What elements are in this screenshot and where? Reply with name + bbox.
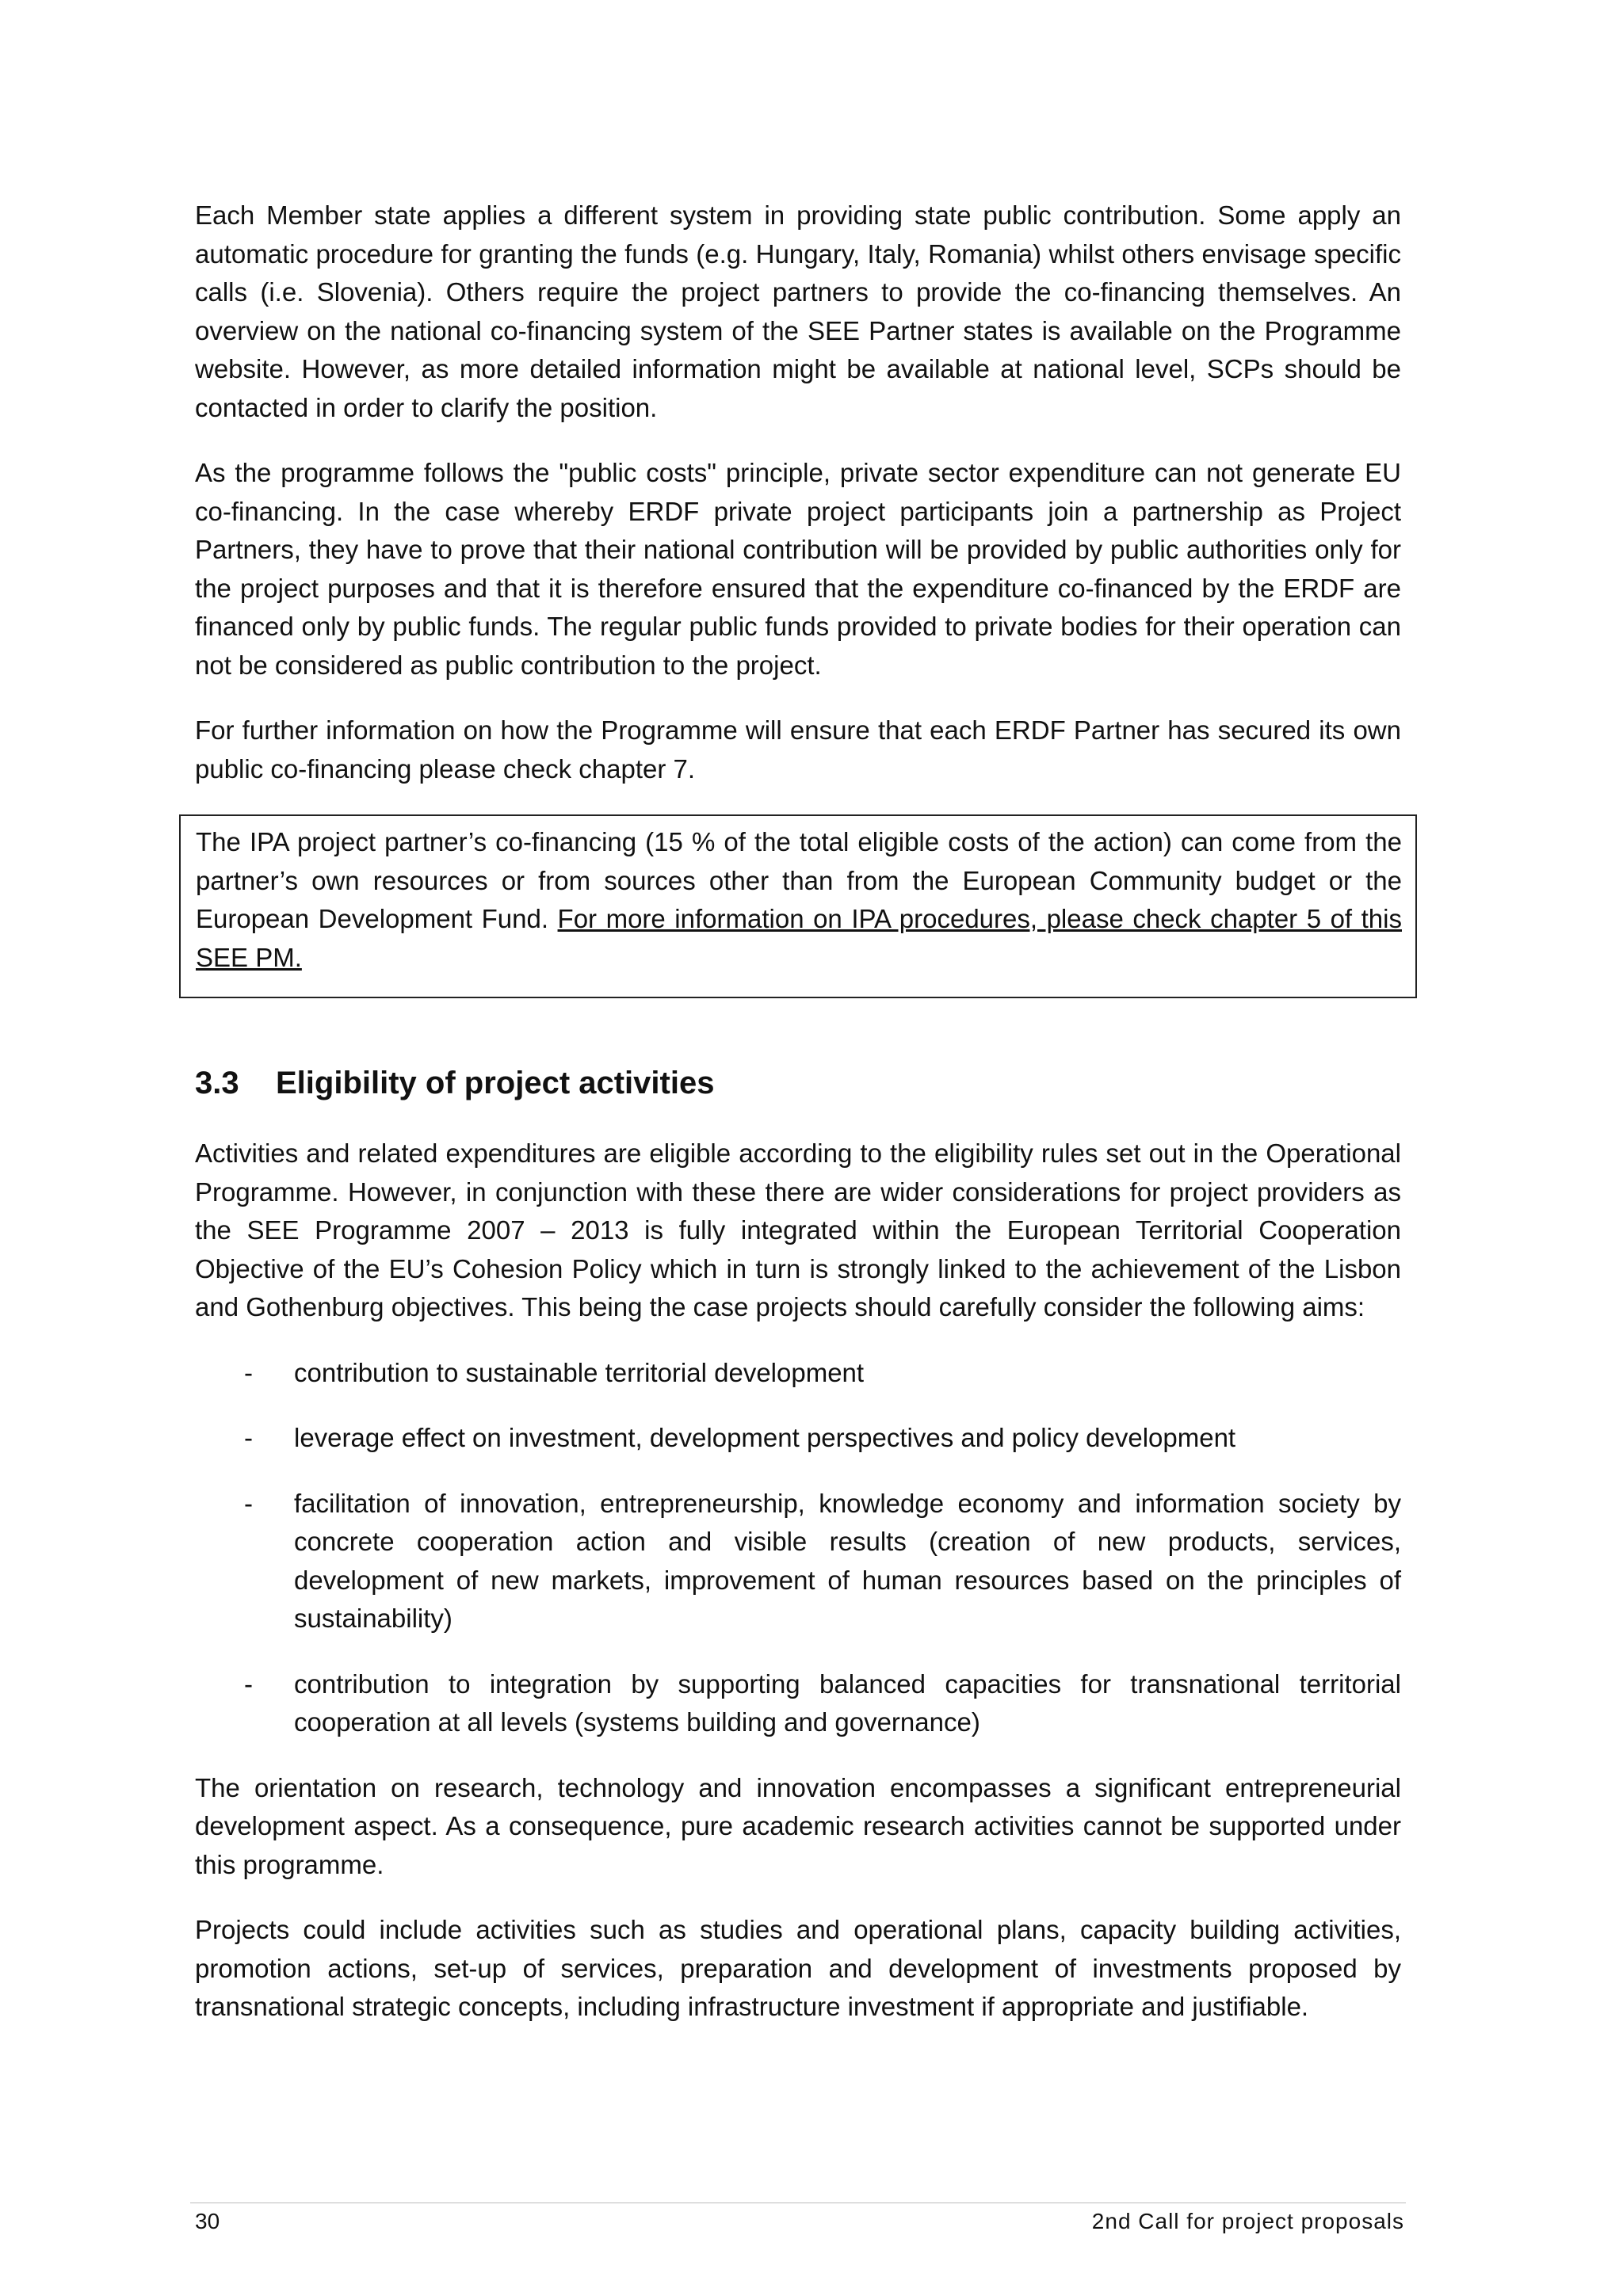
- paragraph-public-costs-principle: As the programme follows the "public costs" principle, private sector expenditure can not generate EU co-financing. In the case whereby ERDF private project participants join a partnership as Project Partners, they have to prove that their national contribution will be provided by public authorities only for the project purposes and that it is therefore ensured that the expenditure co-financed by the ERDF are financed only by public funds. The regular public funds provided to private bodies for their operation can not be considered as public contribution to the project.: [195, 458, 1401, 680]
- paragraph-further-information: For further information on how the Programme will ensure that each ERDF Partner has secured its own public co-financing please check chapter 7.: [195, 715, 1401, 784]
- section-body: [195, 1135, 1401, 2054]
- section-heading: [195, 1063, 714, 1103]
- section-intro-paragraph: Activities and related expenditures are eligible according to the eligibility rules set out in the Operational Programme. However, in conjunction with these there are wider considerations for project providers as the SEE Programme 2007 – 2013 is fully integrated within the European Territorial Cooperation Objective of the EU’s Cohesion Policy which in turn is strongly linked to the achievement of the Lisbon and Gothenburg objectives. This being the case projects should carefully consider the following aims:: [195, 1138, 1401, 1322]
- list-item: [195, 1419, 1401, 1458]
- list-item: [195, 1485, 1401, 1638]
- ipa-box-paragraph: [196, 823, 1402, 977]
- paragraph-national-cofinancing: Each Member state applies a different system in providing state public contribution. Some apply an automatic procedure for granting the funds (e.g. Hungary, Italy, Romania) whilst others envisage specific calls (i.e. Slovenia). Others require the project partners to provide the co-financing themselves. An overview on the national co-financing system of the SEE Partner states is available on the Programme website. However, as more detailed information might be available at national level, SCPs should be contacted in order to clarify the position.: [195, 200, 1401, 422]
- list-item: [195, 1354, 1401, 1393]
- list-item: [195, 1665, 1401, 1742]
- aim-text: facilitation of innovation, entrepreneurship, knowledge economy and information society by concrete cooperation action and visible results (creation of new products, services, development of new markets, improvement of human resources based on the principles of sustainability): [294, 1488, 1401, 1633]
- section-title: Eligibility of project activities: [276, 1066, 715, 1100]
- aim-text: contribution to integration by supporting balanced capacities for transnational territorial cooperation at all levels (systems building and governance): [294, 1669, 1401, 1737]
- intro-text-block: [195, 196, 1401, 815]
- aim-text: leverage effect on investment, development perspectives and policy development: [294, 1423, 1236, 1452]
- bullet-dash: -: [244, 1669, 253, 1699]
- paragraph-research-orientation: The orientation on research, technology and innovation encompasses a significant entrepreneurial development aspect. As a consequence, pure academic research activities cannot be supported under this programme.: [195, 1772, 1401, 1879]
- aims-list: [195, 1354, 1401, 1742]
- bullet-dash: -: [244, 1423, 253, 1452]
- ipa-procedures-link[interactable]: For more information on IPA procedures, please check chapter 5 of this SEE PM.: [196, 904, 1402, 972]
- aim-text: contribution to sustainable territorial development: [294, 1357, 865, 1387]
- page-number: 30: [195, 2209, 220, 2233]
- bullet-dash: -: [244, 1357, 253, 1387]
- section-number: 3.3: [195, 1066, 239, 1100]
- paragraph-project-activities: Projects could include activities such as studies and operational plans, capacity building activities, promotion actions, set-up of services, preparation and development of investments proposed by transnational strategic concepts, including infrastructure investment if appropriate and justifiable.: [195, 1915, 1401, 2021]
- ipa-box-text: The IPA project partner’s co-financing (15 % of the total eligible costs of the action) can come from the partner’s own resources or from sources other than from the European Community budget or the European Development Fund.: [196, 827, 1402, 933]
- footer-document-title: 2nd Call for project proposals: [1091, 2209, 1404, 2233]
- bullet-dash: -: [244, 1488, 253, 1518]
- ipa-cofinancing-box: [179, 814, 1417, 998]
